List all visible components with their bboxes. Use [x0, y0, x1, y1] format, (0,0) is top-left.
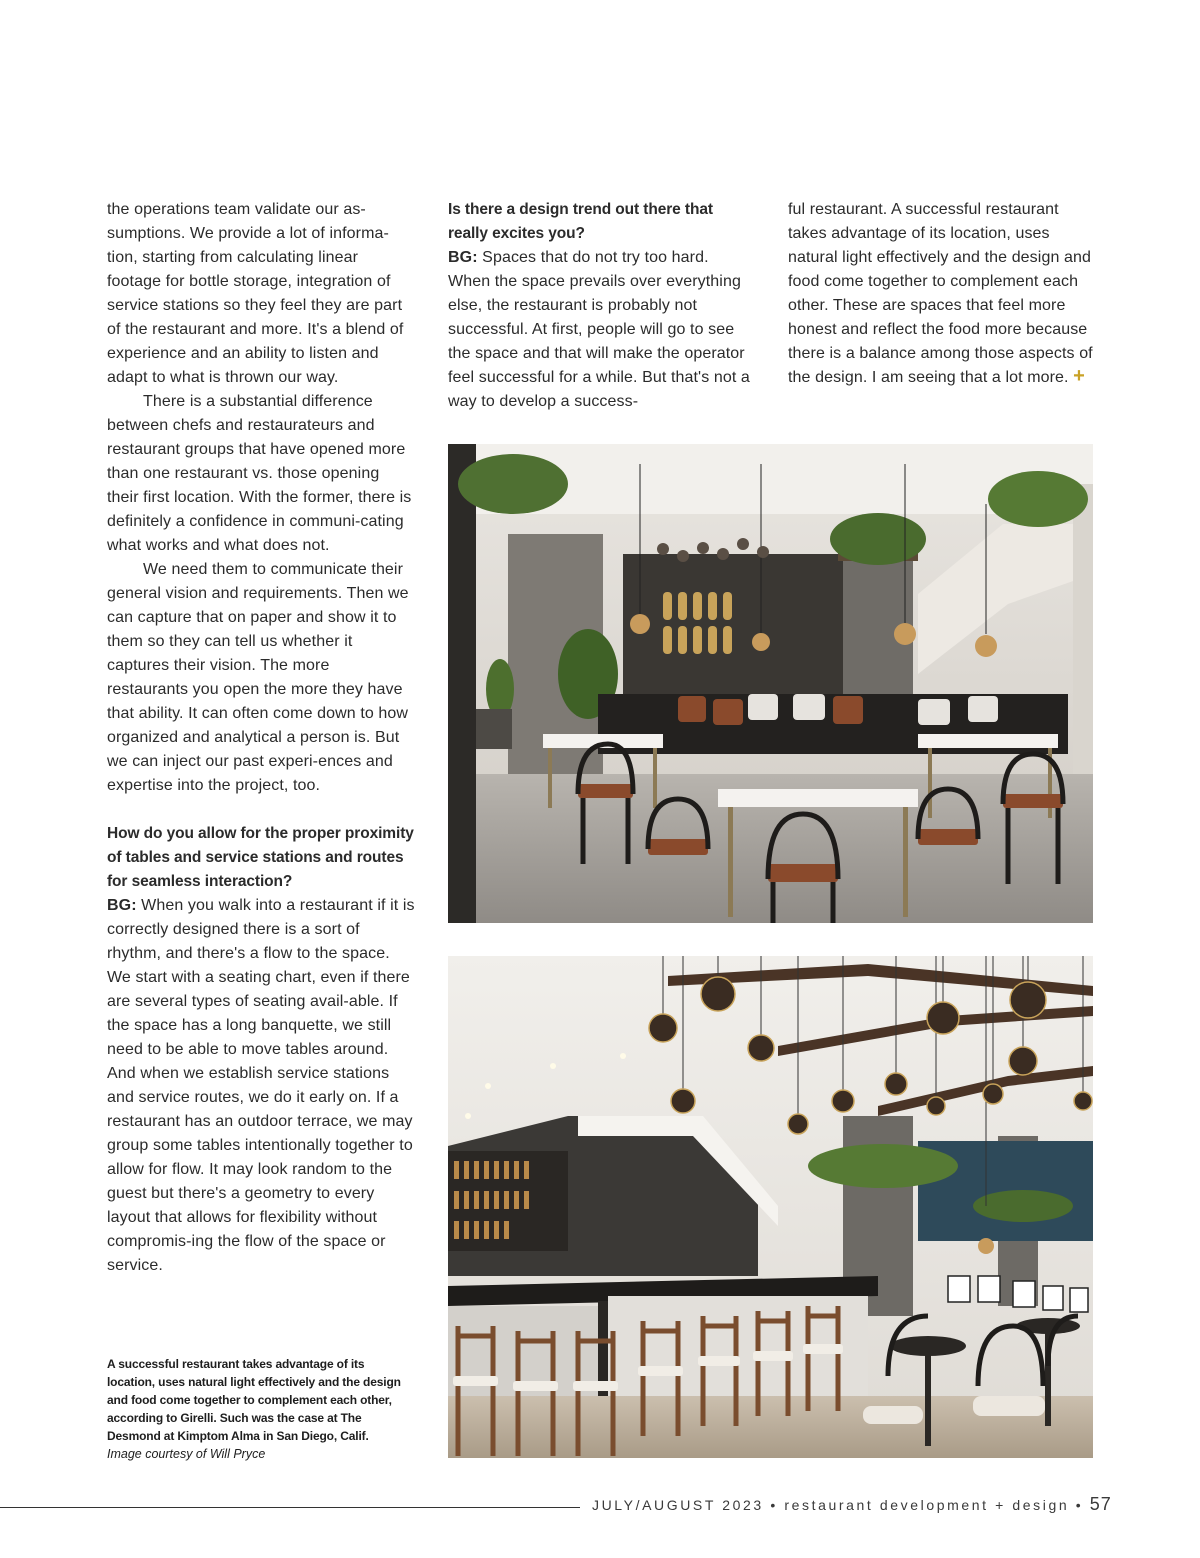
- paragraph: We need them to communicate their general vision and requirements. Then we can capture that on paper and show it to them so they can tell us whether it captures their vision. The more restaurants you open the more they have that ability. It can often come down to how organized and analytical a person is. But we can inject our past experi-ences and expertise into the project, too.: [107, 561, 409, 794]
- answer-text: ful restaurant. A successful restaurant takes advantage of its location, uses natural light effectively and the design and food come together to complement each other. These are spaces that feel more honest and reflect the food more because there is a balance among those aspects of the design. I am seeing that a lot more.: [788, 201, 1093, 386]
- magazine-name: restaurant development + design: [784, 1497, 1070, 1513]
- answer-text: When you walk into a restaurant if it is correctly designed there is a sort of rhythm, and there's a flow to the space. We start with a seating chart, even if there are several types of seating avail-able. If the space has a long banquette, we still need to be able to move tables around. And when we establish service stations and service routes, we do it early on. If a restaurant has an outdoor terrace, we may group some tables intentionally together to allow for flow. It may look random to the guest but there's a geometry to every layout that allows for flexibility without compromis-ing the flow of the space or service.: [107, 897, 415, 1274]
- paragraph: the operations team validate our as-sumptions. We provide a lot of informa-tion, starting from calculating linear footage for bottle storage, integration of service stations so they feel they are part of the restaurant and more. It's a blend of experience and an ability to listen and adapt to what is thrown our way.: [107, 201, 404, 386]
- footer-bullet: •: [770, 1497, 778, 1513]
- article-column-2: [448, 198, 753, 414]
- page-number: 57: [1089, 1494, 1112, 1514]
- interview-question: How do you allow for the proper proximity of tables and service stations and routes for seamless interaction?: [107, 825, 414, 890]
- caption-text: A successful restaurant takes advantage of its location, uses natural light effectively and the design and food come together to complement each other, according to Girelli. Such was the case at The Desmond at Kimptom Alma in San Diego, Calif.: [107, 1357, 401, 1443]
- interview-answer: [448, 246, 753, 414]
- answer-text: Spaces that do not try too hard. When the space prevails over everything else, the restaurant is probably not successful. At first, people will go to see the space and that will make the operator feel successful for a while. But that's not a way to develop a success-: [448, 249, 750, 410]
- page-footer: [592, 1494, 1112, 1515]
- restaurant-bar-photo: [448, 956, 1093, 1458]
- paragraph: [788, 198, 1096, 390]
- paragraph: There is a substantial difference between chefs and restaurateurs and restaurant groups that have opened more than one restaurant vs. those opening their first location. With the former, there is definitely a confidence in communi-cating what works and what does not.: [107, 393, 412, 554]
- speaker-label: BG:: [448, 249, 478, 266]
- photo-credit: Image courtesy of Will Pryce: [107, 1447, 266, 1461]
- footer-rule: [0, 1507, 580, 1508]
- issue-date: JULY/AUGUST 2023: [592, 1497, 764, 1513]
- article-column-1: [107, 198, 415, 1278]
- article-column-3: [788, 198, 1096, 390]
- restaurant-dining-photo: [448, 444, 1093, 923]
- footer-bullet: •: [1075, 1497, 1084, 1513]
- interview-question: Is there a design trend out there that really excites you?: [448, 201, 713, 242]
- photo-caption: [107, 1355, 412, 1463]
- interview-answer: [107, 894, 415, 1278]
- end-mark-plus-icon: +: [1073, 365, 1085, 387]
- speaker-label: BG:: [107, 897, 137, 914]
